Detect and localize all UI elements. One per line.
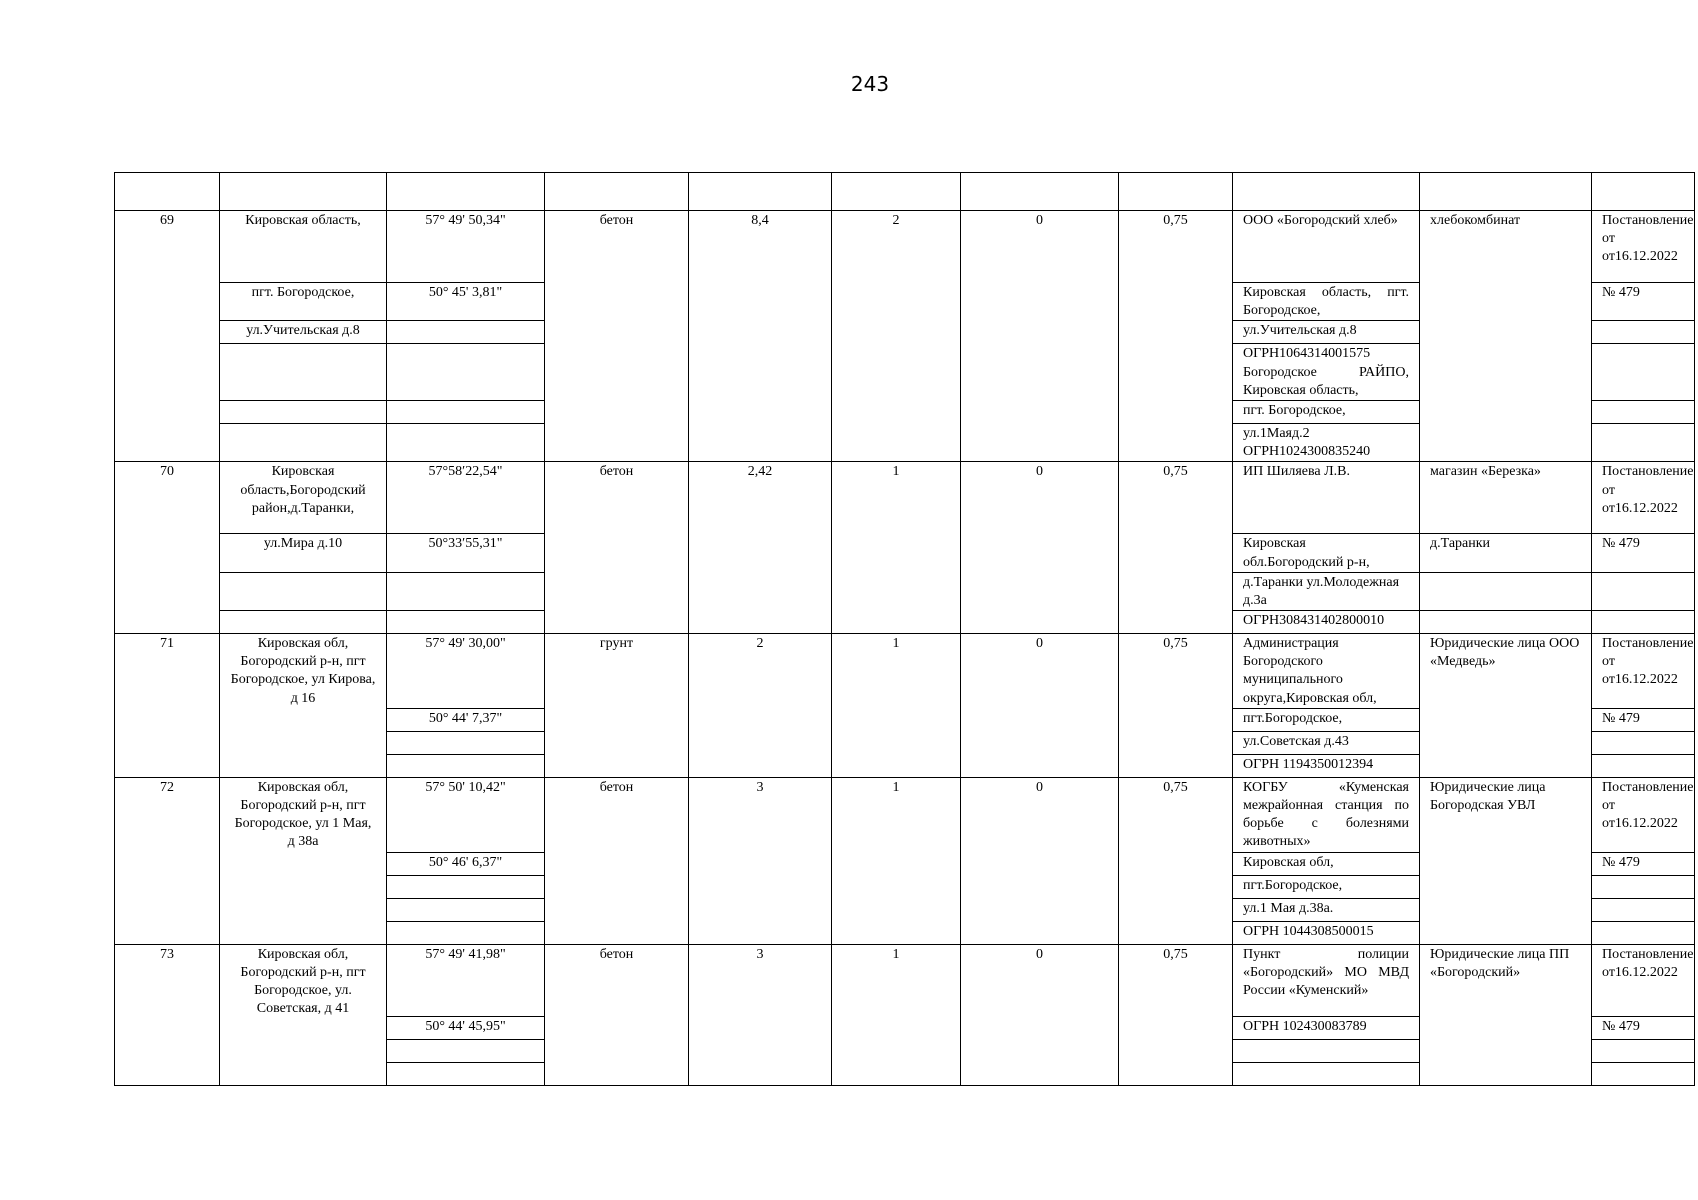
address-cell: [220, 611, 387, 634]
decree-cell: № 479: [1592, 852, 1695, 875]
owner-cell: [1233, 1039, 1420, 1062]
page-number: 243: [850, 72, 890, 96]
decree-cell: Постановление от от16.12.2022: [1592, 777, 1695, 852]
decree-cell: [1592, 898, 1695, 921]
coordinate-cell: [387, 1062, 545, 1085]
area-cell: 8,4: [689, 211, 832, 462]
owner-cell: ИП Шиляева Л.В.: [1233, 462, 1420, 534]
address-cell: [220, 572, 387, 610]
surface-cell: грунт: [545, 634, 689, 778]
owner-cell: Кировская область, пгт. Богородское,: [1233, 283, 1420, 321]
coordinate-cell: [387, 400, 545, 423]
coordinate-cell: 50° 44' 45,95": [387, 1016, 545, 1039]
address-cell: Кировская обл, Богородский р-н, пгт Богородское, ул 1 Мая, д 38а: [220, 777, 387, 944]
coordinate-cell: [387, 344, 545, 401]
address-cell: Кировская область,Богородский район,д.Таранки,: [220, 462, 387, 534]
decree-cell: [1592, 572, 1695, 610]
source-cell: [1420, 572, 1592, 610]
address-cell: Кировская обл, Богородский р-н, пгт Богородское, ул. Советская, д 41: [220, 944, 387, 1085]
value-cell: 0: [961, 211, 1119, 462]
coordinate-cell: [387, 321, 545, 344]
coordinate-cell: 50° 45' 3,81": [387, 283, 545, 321]
value-cell: 0: [961, 944, 1119, 1085]
decree-cell: Постановление от от16.12.2022: [1592, 462, 1695, 534]
source-cell: д.Таранки: [1420, 534, 1592, 572]
owner-cell: Пункт полиции «Богородский» МО МВД России «Куменский»: [1233, 944, 1420, 1016]
coordinate-cell: [387, 572, 545, 610]
row-number: 70: [115, 462, 220, 634]
waste-sites-table: [114, 172, 1695, 1086]
coordinate-cell: 57°58′22,54": [387, 462, 545, 534]
coordinate-cell: [387, 1039, 545, 1062]
surface-cell: бетон: [545, 777, 689, 944]
coordinate-cell: [387, 898, 545, 921]
containers-cell: 1: [832, 944, 961, 1085]
decree-cell: [1592, 344, 1695, 401]
decree-cell: [1592, 754, 1695, 777]
area-cell: 2,42: [689, 462, 832, 634]
volume-cell: 0,75: [1119, 634, 1233, 778]
decree-cell: Постановление от16.12.2022: [1592, 944, 1695, 1016]
area-cell: 3: [689, 777, 832, 944]
owner-cell: [1233, 1062, 1420, 1085]
coordinate-cell: 50° 44' 7,37": [387, 708, 545, 731]
decree-cell: [1592, 1062, 1695, 1085]
coordinate-cell: [387, 731, 545, 754]
decree-cell: [1592, 921, 1695, 944]
table-row: [115, 944, 1695, 1016]
owner-cell: КОГБУ «Куменская межрайонная станция по борьбе с болезнями животных»: [1233, 777, 1420, 852]
decree-cell: [1592, 400, 1695, 423]
table-row: [115, 462, 1695, 534]
owner-cell: пгт.Богородское,: [1233, 875, 1420, 898]
row-number: 71: [115, 634, 220, 778]
decree-cell: [1592, 423, 1695, 461]
source-cell: Юридические лица Богородская УВЛ: [1420, 777, 1592, 944]
decree-cell: [1592, 1039, 1695, 1062]
containers-cell: 1: [832, 634, 961, 778]
table-row: [115, 634, 1695, 709]
decree-cell: № 479: [1592, 534, 1695, 572]
surface-cell: бетон: [545, 944, 689, 1085]
value-cell: 0: [961, 777, 1119, 944]
owner-cell: ОГРН308431402800010: [1233, 611, 1420, 634]
source-cell: [1420, 611, 1592, 634]
surface-cell: бетон: [545, 462, 689, 634]
row-number: 69: [115, 211, 220, 462]
owner-cell: ул.Учительская д.8: [1233, 321, 1420, 344]
address-cell: ул.Учительская д.8: [220, 321, 387, 344]
coordinate-cell: [387, 921, 545, 944]
owner-cell: ООО «Богородский хлеб»: [1233, 211, 1420, 283]
surface-cell: бетон: [545, 211, 689, 462]
decree-cell: Постановление от от16.12.2022: [1592, 634, 1695, 709]
volume-cell: 0,75: [1119, 211, 1233, 462]
address-cell: пгт. Богородское,: [220, 283, 387, 321]
coordinate-cell: 50° 46' 6,37": [387, 852, 545, 875]
table-row: [115, 777, 1695, 852]
coordinate-cell: 57° 50' 10,42": [387, 777, 545, 852]
area-cell: 2: [689, 634, 832, 778]
owner-cell: ОГРН1064314001575 Богородское РАЙПО, Кировская область,: [1233, 344, 1420, 401]
owner-cell: Кировская обл.Богородский р-н,: [1233, 534, 1420, 572]
owner-cell: ул.Советская д.43: [1233, 731, 1420, 754]
containers-cell: 1: [832, 462, 961, 634]
owner-cell: пгт.Богородское,: [1233, 708, 1420, 731]
volume-cell: 0,75: [1119, 462, 1233, 634]
row-number: 72: [115, 777, 220, 944]
table-row: [115, 211, 1695, 283]
decree-cell: [1592, 321, 1695, 344]
decree-cell: № 479: [1592, 283, 1695, 321]
address-cell: Кировская область,: [220, 211, 387, 283]
coordinate-cell: 50°33′55,31": [387, 534, 545, 572]
owner-cell: д.Таранки ул.Молодежная д.3а: [1233, 572, 1420, 610]
owner-cell: Кировская обл,: [1233, 852, 1420, 875]
owner-cell: ОГРН 1194350012394: [1233, 754, 1420, 777]
decree-cell: Постановление от от16.12.2022: [1592, 211, 1695, 283]
area-cell: 3: [689, 944, 832, 1085]
address-cell: Кировская обл, Богородский р-н, пгт Богородское, ул Кирова, д 16: [220, 634, 387, 778]
containers-cell: 2: [832, 211, 961, 462]
coordinate-cell: [387, 754, 545, 777]
volume-cell: 0,75: [1119, 777, 1233, 944]
volume-cell: 0,75: [1119, 944, 1233, 1085]
source-cell: хлебокомбинат: [1420, 211, 1592, 462]
decree-cell: № 479: [1592, 708, 1695, 731]
table-header-row: [115, 173, 1695, 211]
decree-cell: № 479: [1592, 1016, 1695, 1039]
source-cell: Юридические лица ООО «Медведь»: [1420, 634, 1592, 778]
coordinate-cell: 57° 49' 41,98": [387, 944, 545, 1016]
containers-cell: 1: [832, 777, 961, 944]
source-cell: Юридические лица ПП «Богородский»: [1420, 944, 1592, 1085]
owner-cell: ОГРН 1044308500015: [1233, 921, 1420, 944]
coordinate-cell: [387, 423, 545, 461]
coordinate-cell: [387, 611, 545, 634]
owner-cell: Администрация Богородского муниципального округа,Кировская обл,: [1233, 634, 1420, 709]
owner-cell: ул.1Маяд.2 ОГРН1024300835240: [1233, 423, 1420, 461]
decree-cell: [1592, 875, 1695, 898]
decree-cell: [1592, 731, 1695, 754]
address-cell: [220, 400, 387, 423]
owner-cell: ул.1 Мая д.38а.: [1233, 898, 1420, 921]
value-cell: 0: [961, 462, 1119, 634]
owner-cell: ОГРН 102430083789: [1233, 1016, 1420, 1039]
address-cell: ул.Мира д.10: [220, 534, 387, 572]
source-cell: магазин «Березка»: [1420, 462, 1592, 534]
owner-cell: пгт. Богородское,: [1233, 400, 1420, 423]
coordinate-cell: 57° 49' 50,34": [387, 211, 545, 283]
value-cell: 0: [961, 634, 1119, 778]
coordinate-cell: [387, 875, 545, 898]
row-number: 73: [115, 944, 220, 1085]
address-cell: [220, 344, 387, 401]
address-cell: [220, 423, 387, 461]
coordinate-cell: 57° 49' 30,00": [387, 634, 545, 709]
decree-cell: [1592, 611, 1695, 634]
